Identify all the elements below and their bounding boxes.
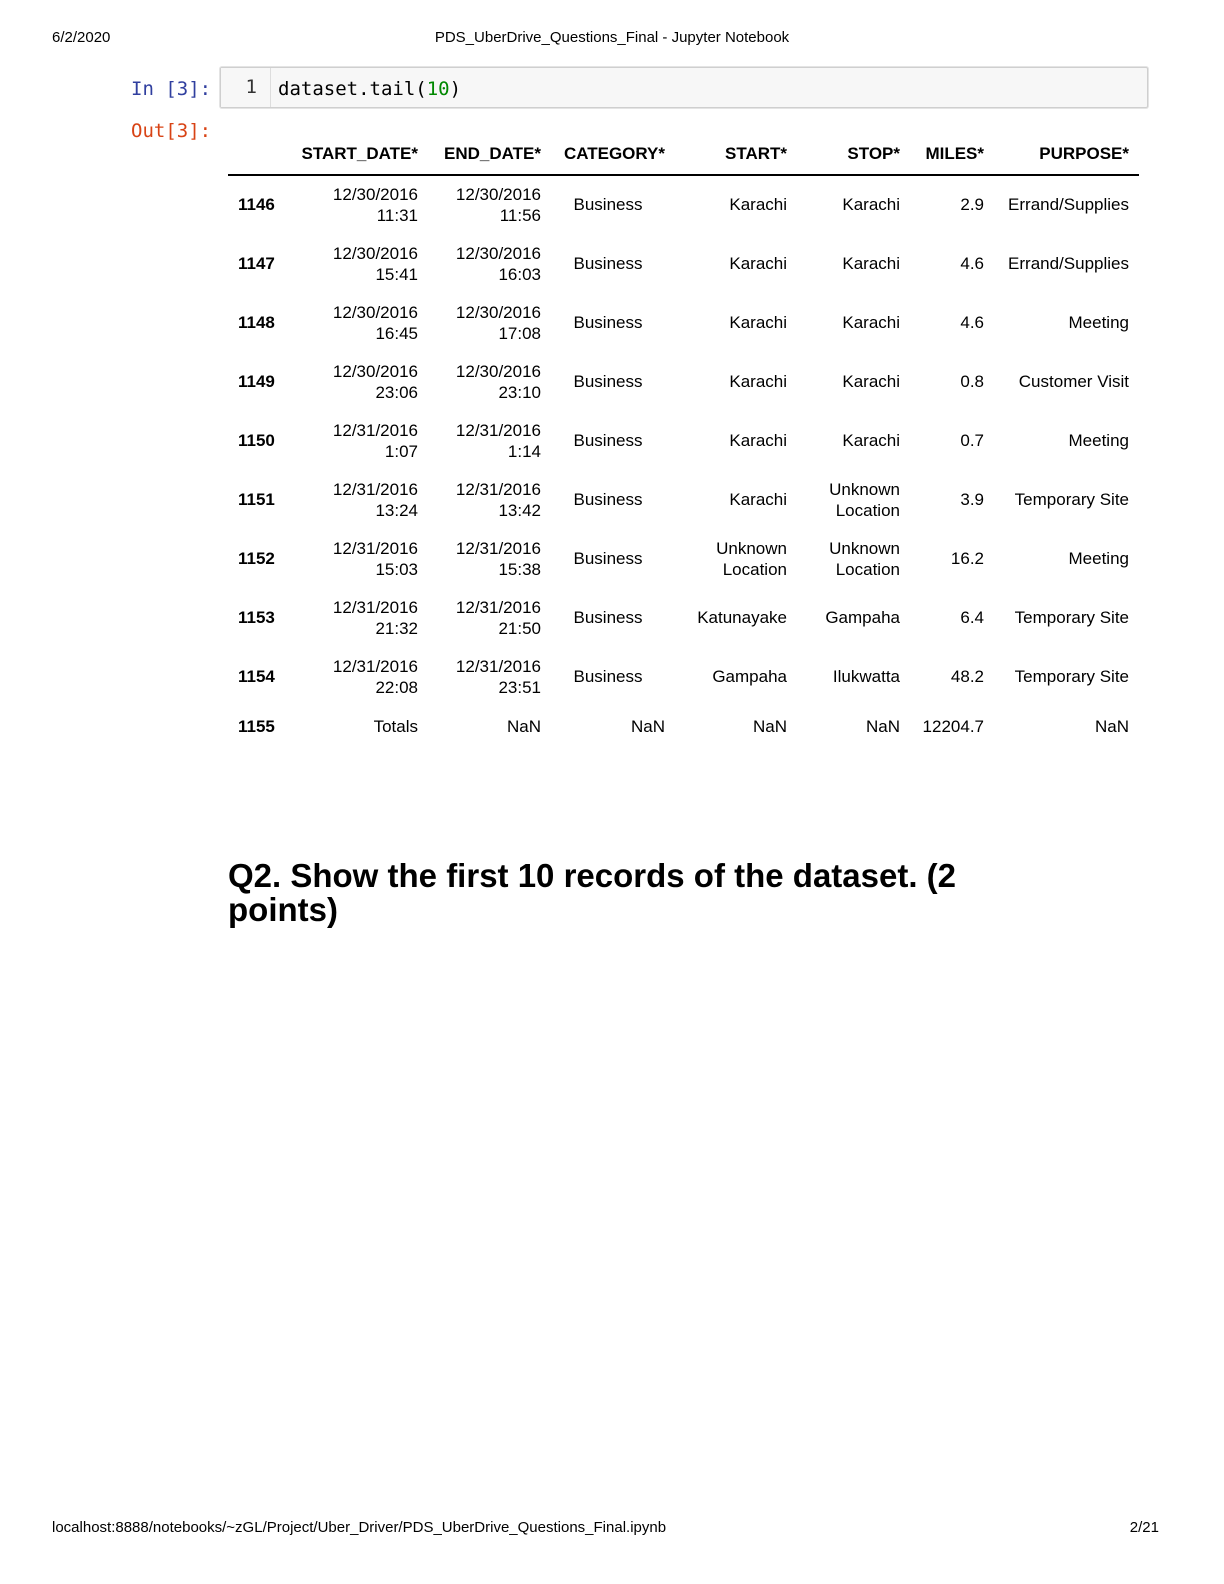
- start-date-cell: [294, 470, 428, 529]
- print-footer-page-number: 2/21: [1129, 1519, 1159, 1536]
- end-date-cell-line: 1:14: [507, 441, 541, 461]
- column-header: CATEGORY*: [551, 134, 675, 175]
- stop-location-cell-line: Gampaha: [825, 607, 900, 627]
- row-index: 1148: [238, 312, 275, 332]
- row-index: 1154: [238, 666, 275, 686]
- dataframe-table: [228, 134, 1139, 747]
- start-date-cell-line: 12/31/2016: [332, 479, 418, 499]
- column-header: END_DATE*: [428, 134, 551, 175]
- start-date-cell-line: 12/30/2016: [332, 302, 418, 322]
- end-date-cell: [428, 529, 551, 588]
- table-row: [228, 588, 1139, 647]
- start-location-cell: [675, 234, 797, 293]
- category-cell: Business: [573, 607, 643, 627]
- purpose-cell: Temporary Site: [1014, 607, 1129, 627]
- table-header-row: [228, 134, 1139, 175]
- stop-location-cell: [797, 234, 910, 293]
- category-cell: Business: [573, 430, 643, 450]
- end-date-cell-line: 12/31/2016: [455, 597, 541, 617]
- end-date-cell-line: 13:42: [498, 500, 541, 520]
- table-row: [228, 175, 1139, 234]
- row-index: 1152: [238, 548, 275, 568]
- start-location-cell: [675, 175, 797, 234]
- miles-cell: 2.9: [960, 195, 984, 214]
- table-row: [228, 706, 1139, 747]
- end-date-cell-line: 16:03: [498, 264, 541, 284]
- miles-cell: 4.6: [960, 253, 984, 273]
- print-header-title: PDS_UberDrive_Questions_Final - Jupyter Notebook: [434, 29, 790, 46]
- start-date-cell-line: 12/31/2016: [332, 538, 418, 558]
- stop-location-cell: [797, 706, 910, 747]
- start-location-cell-line: Karachi: [729, 371, 787, 391]
- stop-location-cell: [797, 647, 910, 706]
- miles-cell: 6.4: [960, 607, 984, 627]
- start-location-cell-line: Unknown: [716, 538, 787, 558]
- end-date-cell: [428, 293, 551, 352]
- start-date-cell: [294, 647, 428, 706]
- stop-location-cell: [797, 175, 910, 234]
- category-cell: Business: [573, 371, 643, 391]
- start-date-cell: [294, 352, 428, 411]
- start-date-cell: [294, 588, 428, 647]
- category-cell: Business: [573, 666, 643, 686]
- stop-location-cell-line: Karachi: [842, 371, 900, 391]
- start-location-cell: [675, 706, 797, 747]
- start-location-cell-line: Gampaha: [712, 666, 787, 686]
- start-date-cell: [294, 175, 428, 234]
- end-date-cell-line: 12/30/2016: [455, 361, 541, 381]
- purpose-cell: Meeting: [1068, 312, 1129, 332]
- start-date-cell: [294, 234, 428, 293]
- start-location-cell: [675, 647, 797, 706]
- code-suffix: ): [449, 78, 462, 100]
- stop-location-cell-line: Karachi: [842, 253, 900, 273]
- category-cell: Business: [573, 312, 643, 332]
- end-date-cell-line: 12/31/2016: [455, 656, 541, 676]
- start-location-cell-line: Katunayake: [697, 607, 787, 627]
- start-location-cell: [675, 293, 797, 352]
- end-date-cell-line: 12/30/2016: [455, 302, 541, 322]
- table-row: [228, 352, 1139, 411]
- end-date-cell-line: 12/31/2016: [455, 538, 541, 558]
- q2-heading: Q2. Show the first 10 records of the dataset. (2 points): [228, 857, 957, 928]
- end-date-cell-line: 17:08: [498, 323, 541, 343]
- start-location-cell-line: Karachi: [729, 312, 787, 332]
- end-date-cell: [428, 706, 551, 747]
- stop-location-cell: [797, 352, 910, 411]
- start-date-cell-line: 16:45: [375, 323, 418, 343]
- purpose-cell: Temporary Site: [1014, 489, 1129, 509]
- start-location-cell-line: NaN: [752, 716, 787, 736]
- stop-location-cell-line: Karachi: [842, 195, 900, 214]
- end-date-cell: [428, 588, 551, 647]
- end-date-cell-line: 12/31/2016: [455, 479, 541, 499]
- purpose-cell: Meeting: [1068, 548, 1129, 568]
- end-date-cell: [428, 647, 551, 706]
- purpose-cell: Temporary Site: [1014, 666, 1129, 686]
- table-row: [228, 470, 1139, 529]
- miles-cell: 48.2: [950, 666, 984, 686]
- category-cell: NaN: [630, 716, 665, 736]
- row-index: 1153: [238, 607, 275, 627]
- start-location-cell-line: Karachi: [729, 253, 787, 273]
- table-row: [228, 234, 1139, 293]
- miles-cell: 12204.7: [922, 716, 984, 736]
- print-header-date: 6/2/2020: [52, 29, 111, 46]
- end-date-cell-line: 21:50: [498, 618, 541, 638]
- start-location-cell: [675, 352, 797, 411]
- end-date-cell: [428, 234, 551, 293]
- row-index: 1149: [238, 371, 275, 391]
- table-row: [228, 647, 1139, 706]
- end-date-cell-line: 15:38: [498, 559, 541, 579]
- end-date-cell: [428, 470, 551, 529]
- line-number: 1: [221, 68, 271, 107]
- start-date-cell: [294, 411, 428, 470]
- purpose-cell: NaN: [1094, 716, 1129, 736]
- table-body: [228, 175, 1139, 747]
- start-date-cell-line: 12/31/2016: [332, 597, 418, 617]
- miles-cell: 0.7: [960, 430, 984, 450]
- category-cell: Business: [573, 195, 643, 214]
- start-date-cell-line: 12/30/2016: [332, 185, 418, 204]
- category-cell: Business: [573, 548, 643, 568]
- start-date-cell: [294, 706, 428, 747]
- miles-cell: 4.6: [960, 312, 984, 332]
- end-date-cell-line: 23:51: [498, 677, 541, 697]
- index-header: [228, 134, 294, 175]
- start-location-cell-line: Karachi: [729, 430, 787, 450]
- input-prompt: In [3]:: [131, 78, 212, 100]
- row-index: 1147: [238, 253, 275, 273]
- stop-location-cell-line: Location: [835, 500, 900, 520]
- column-header: MILES*: [910, 134, 994, 175]
- start-date-cell-line: 1:07: [384, 441, 418, 461]
- start-location-cell: [675, 588, 797, 647]
- stop-location-cell: [797, 588, 910, 647]
- purpose-cell: Customer Visit: [1018, 371, 1129, 391]
- start-date-cell-line: 13:24: [375, 500, 418, 520]
- start-date-cell-line: 12/31/2016: [332, 420, 418, 440]
- purpose-cell: Errand/Supplies: [1008, 195, 1129, 214]
- column-header: START*: [675, 134, 797, 175]
- code-editor[interactable]: [278, 68, 461, 110]
- purpose-cell: Errand/Supplies: [1008, 253, 1129, 273]
- column-header: STOP*: [797, 134, 910, 175]
- column-header: START_DATE*: [294, 134, 428, 175]
- stop-location-cell: [797, 470, 910, 529]
- end-date-cell-line: 12/30/2016: [455, 185, 541, 204]
- table-row: [228, 293, 1139, 352]
- start-date-cell-line: Totals: [373, 716, 418, 736]
- start-date-cell: [294, 529, 428, 588]
- start-location-cell-line: Karachi: [729, 195, 787, 214]
- start-date-cell: [294, 293, 428, 352]
- row-index: 1146: [238, 195, 275, 214]
- start-location-cell: [675, 529, 797, 588]
- print-footer-url: localhost:8888/notebooks/~zGL/Project/Uber_Driver/PDS_UberDrive_Questions_Final.ipynb: [52, 1519, 667, 1536]
- row-index: 1155: [238, 716, 275, 736]
- category-cell: Business: [573, 253, 643, 273]
- end-date-cell: [428, 411, 551, 470]
- end-date-cell-line: 11:56: [499, 206, 541, 225]
- end-date-cell-line: NaN: [506, 716, 541, 736]
- end-date-cell-line: 12/31/2016: [455, 420, 541, 440]
- start-date-cell-line: 21:32: [375, 618, 418, 638]
- code-cell[interactable]: [220, 67, 1148, 108]
- code-argument: 10: [426, 78, 450, 100]
- start-location-cell-line: Location: [722, 559, 787, 579]
- stop-location-cell: [797, 411, 910, 470]
- row-index: 1150: [238, 430, 275, 450]
- table-row: [228, 411, 1139, 470]
- start-date-cell-line: 12/30/2016: [332, 243, 418, 263]
- miles-cell: 3.9: [960, 489, 984, 509]
- stop-location-cell-line: Unknown: [829, 479, 900, 499]
- stop-location-cell-line: Karachi: [842, 430, 900, 450]
- stop-location-cell-line: NaN: [865, 716, 900, 736]
- start-date-cell-line: 15:03: [375, 559, 418, 579]
- row-index: 1151: [238, 489, 275, 509]
- start-date-cell-line: 23:06: [375, 382, 418, 402]
- purpose-cell: Meeting: [1068, 430, 1129, 450]
- miles-cell: 16.2: [950, 548, 984, 568]
- start-location-cell: [675, 470, 797, 529]
- start-date-cell-line: 15:41: [375, 264, 418, 284]
- end-date-cell-line: 23:10: [498, 382, 541, 402]
- table-row: [228, 529, 1139, 588]
- start-location-cell: [675, 411, 797, 470]
- start-date-cell-line: 11:31: [376, 206, 418, 225]
- start-date-cell-line: 12/31/2016: [332, 656, 418, 676]
- miles-cell: 0.8: [960, 371, 984, 391]
- output-prompt: Out[3]:: [131, 120, 212, 142]
- end-date-cell: [428, 352, 551, 411]
- category-cell: Business: [573, 489, 643, 509]
- stop-location-cell-line: Location: [835, 559, 900, 579]
- start-location-cell-line: Karachi: [729, 489, 787, 509]
- stop-location-cell-line: Unknown: [829, 538, 900, 558]
- end-date-cell: [428, 175, 551, 234]
- start-date-cell-line: 12/30/2016: [332, 361, 418, 381]
- start-date-cell-line: 22:08: [375, 677, 418, 697]
- end-date-cell-line: 12/30/2016: [455, 243, 541, 263]
- stop-location-cell-line: Ilukwatta: [832, 666, 900, 686]
- column-header: PURPOSE*: [994, 134, 1139, 175]
- code-prefix: dataset.tail(: [278, 78, 427, 100]
- stop-location-cell-line: Karachi: [842, 312, 900, 332]
- stop-location-cell: [797, 529, 910, 588]
- stop-location-cell: [797, 293, 910, 352]
